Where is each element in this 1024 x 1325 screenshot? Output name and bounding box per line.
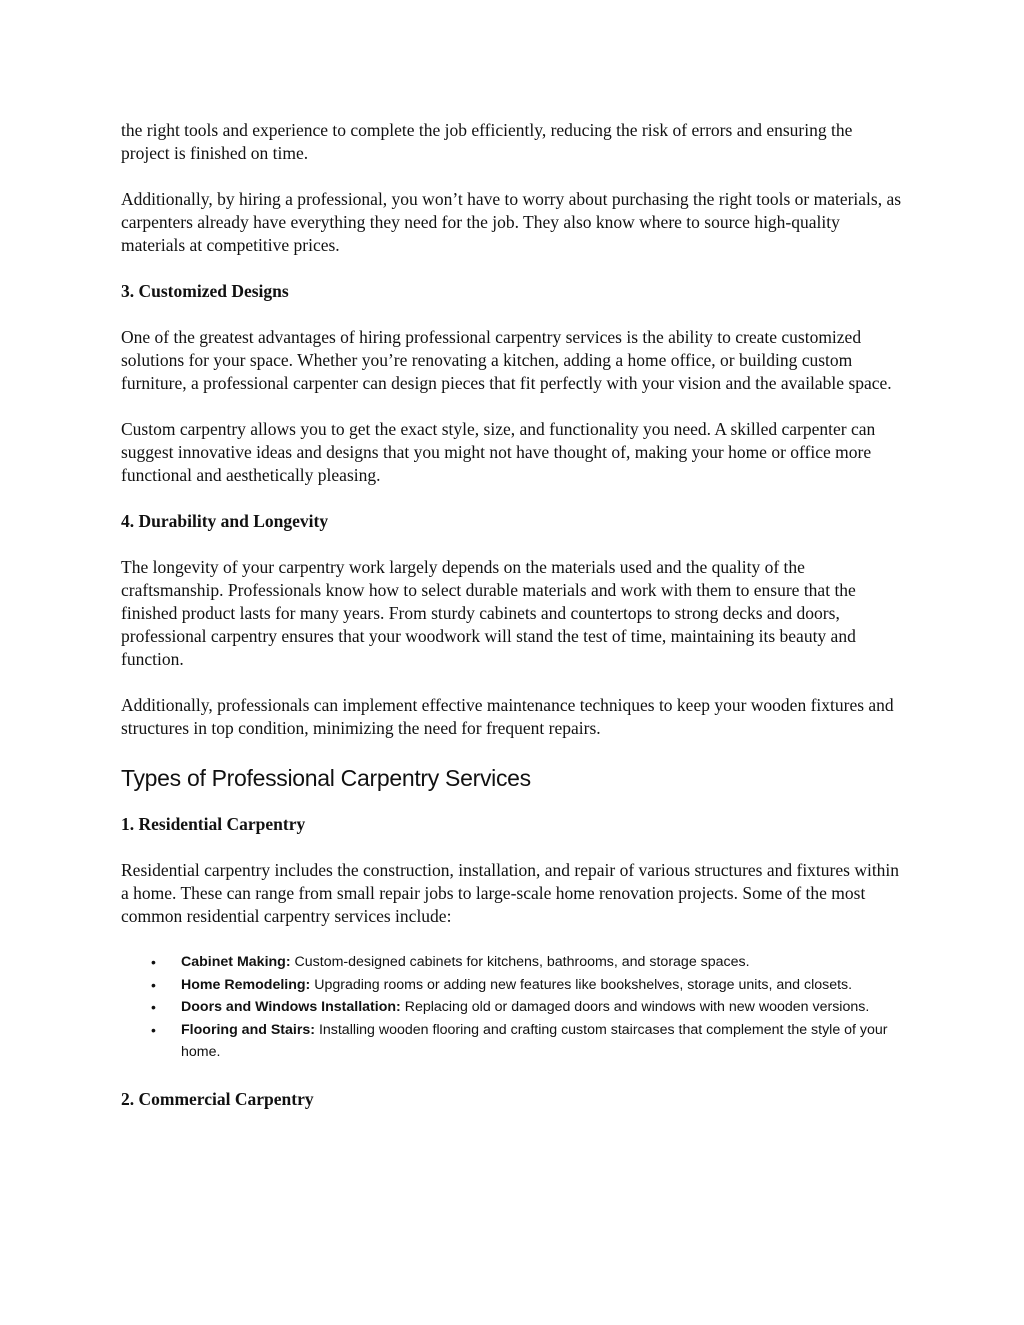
paragraph-maintenance: Additionally, professionals can implement effective maintenance techniques to keep your wooden fixtures and structures in top condition, minimizing the need for frequent repairs. <box>121 695 894 738</box>
list-item <box>121 1019 903 1064</box>
list-item <box>121 974 903 997</box>
list-item-text: Installing wooden flooring and crafting custom staircases that complement the style of your home. <box>181 1021 888 1060</box>
list-item-text: Upgrading rooms or adding new features like bookshelves, storage units, and closets. <box>310 976 853 993</box>
list-item <box>121 951 903 974</box>
bullet-icon: • <box>151 1021 156 1038</box>
page-content <box>121 119 903 1134</box>
list-item-term: Cabinet Making: <box>181 954 291 970</box>
list-item-text: Custom-designed cabinets for kitchens, bathrooms, and storage spaces. <box>290 954 750 970</box>
heading-customized-designs: 3. Customized Designs <box>121 281 289 301</box>
paragraph-continuation: the right tools and experience to complete the job efficiently, reducing the risk of errors and ensuring the project is finished on time. <box>121 120 853 163</box>
bullet-icon: • <box>151 954 156 970</box>
paragraph-residential: Residential carpentry includes the construction, installation, and repair of various structures and fixtures within a home. These can range from small repair jobs to large-scale home renovation projects. Some of the most common residential carpentry services include: <box>121 860 900 926</box>
heading-residential-carpentry: 1. Residential Carpentry <box>121 814 306 834</box>
heading-commercial-carpentry: 2. Commercial Carpentry <box>121 1088 314 1109</box>
residential-services-list <box>121 951 903 1064</box>
paragraph-custom-solutions: One of the greatest advantages of hiring professional carpentry services is the ability to create customized solutions for your space. Whether you’re renovating a kitchen, adding a home office, or building custom furniture, a professional carpenter can design pieces that fit perfectly with your vision and the available space. <box>121 327 892 393</box>
section-title-types: Types of Professional Carpentry Services <box>121 765 531 791</box>
list-item-text: Replacing old or damaged doors and windows with new wooden versions. <box>400 999 870 1015</box>
list-item-term: Home Remodeling: <box>181 976 311 993</box>
list-item-term: Flooring and Stairs: <box>181 1021 315 1038</box>
paragraph-tools-materials: Additionally, by hiring a professional, you won’t have to worry about purchasing the right tools or materials, as carpenters already have everything they need for the job. They also know where to source high-quality materials at competitive prices. <box>121 189 902 255</box>
paragraph-custom-carpentry: Custom carpentry allows you to get the exact style, size, and functionality you need. A skilled carpenter can suggest innovative ideas and designs that you might not have thought of, making your home or office more functional and aesthetically pleasing. <box>121 419 876 485</box>
list-item-term: Doors and Windows Installation: <box>181 999 401 1015</box>
paragraph-longevity: The longevity of your carpentry work largely depends on the materials used and the quality of the craftsmanship. Professionals know how to select durable materials and work with them to ensure that the finished product lasts for many years. From sturdy cabinets and countertops to strong decks and doors, professional carpentry ensures that your woodwork will stand the test of time, maintaining its beauty and function. <box>121 557 856 669</box>
heading-durability-longevity: 4. Durability and Longevity <box>121 511 329 531</box>
bullet-icon: • <box>151 976 156 993</box>
list-item <box>121 996 903 1019</box>
bullet-icon: • <box>151 999 156 1015</box>
